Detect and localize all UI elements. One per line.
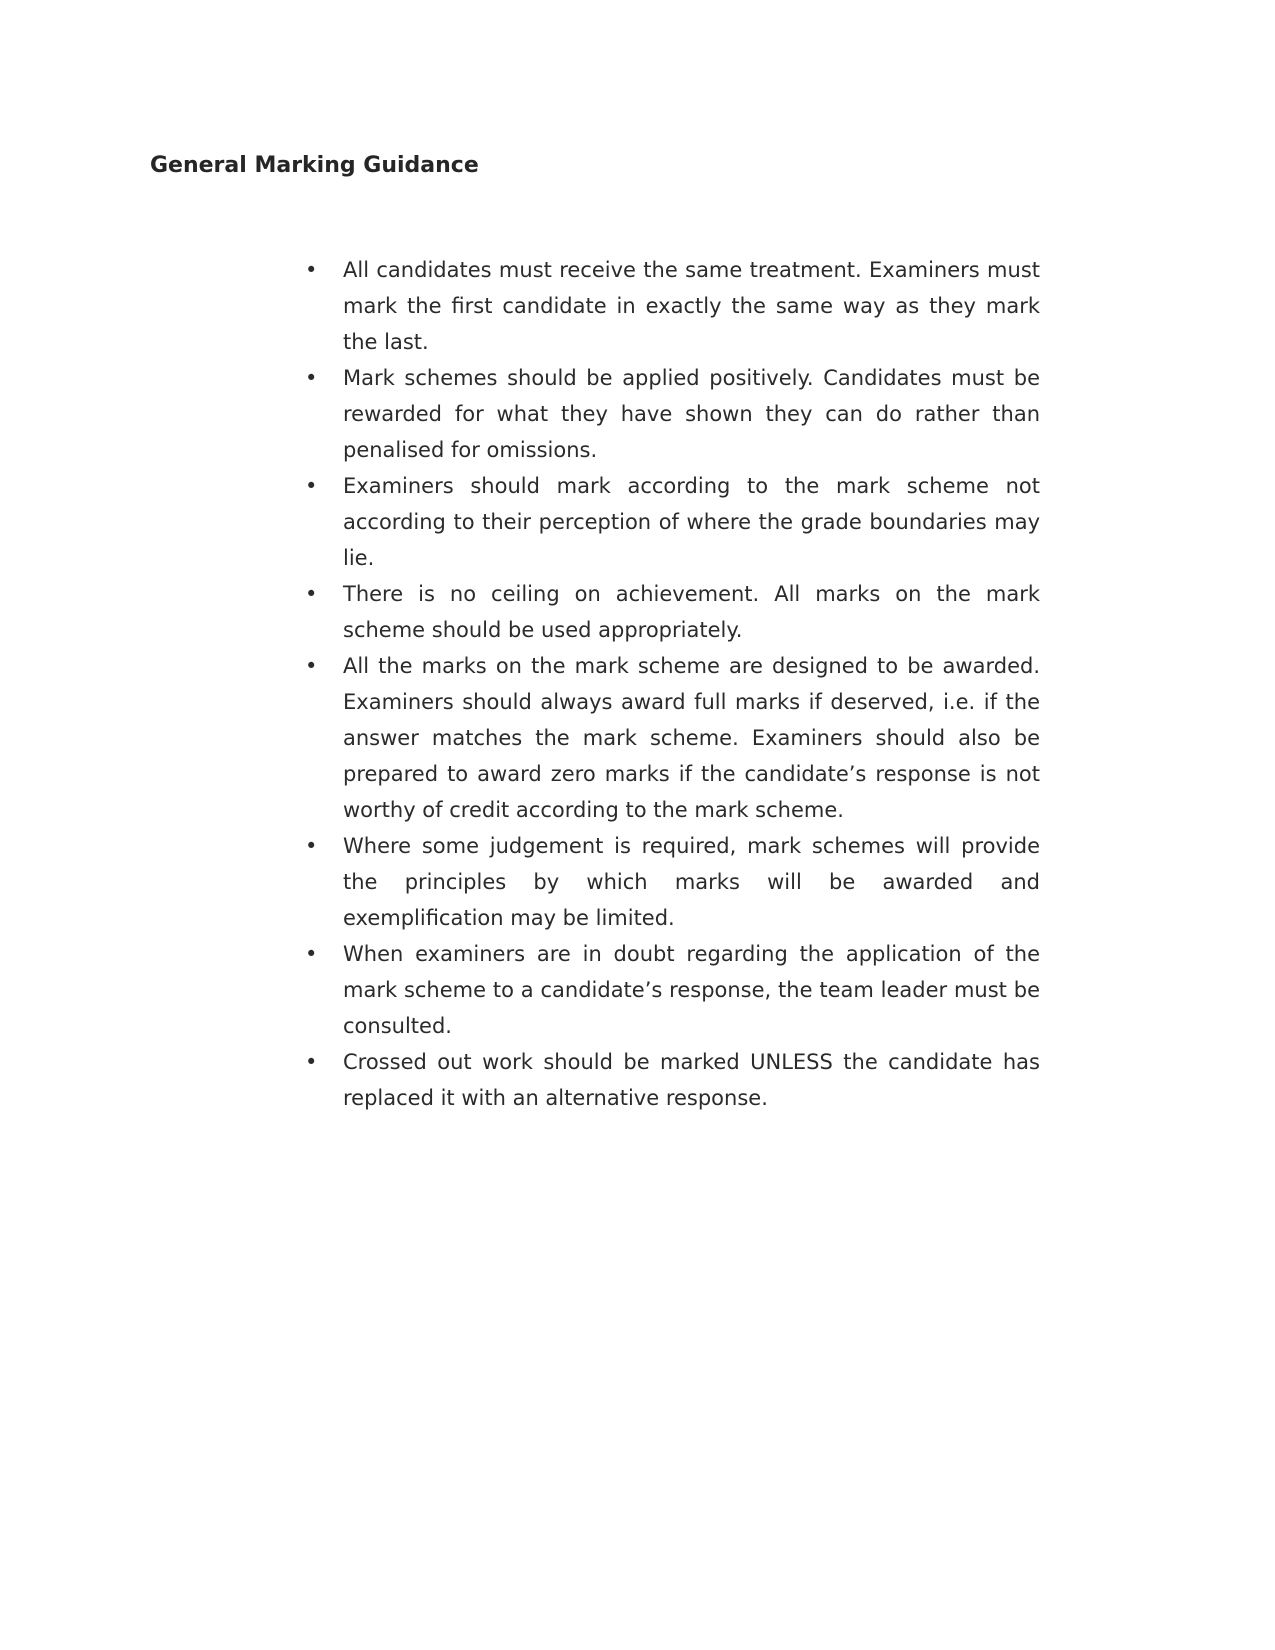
bullet-icon: •	[305, 654, 318, 678]
list-item-text: Mark schemes should be applied positively. Candidates must be rewarded for what they have shown they can do rather than penalised for omissions.	[343, 366, 1040, 462]
list-item-text: All the marks on the mark scheme are designed to be awarded. Examiners should always award full marks if deserved, i.e. if the answer matches the mark scheme. Examiners should also be prepared to award zero marks if the candidate’s response is not worthy of credit according to the mark scheme.	[343, 654, 1040, 822]
list-item-text: Where some judgement is required, mark schemes will provide the principles by which marks will be awarded and exemplification may be limited.	[343, 834, 1040, 930]
list-item	[305, 360, 1040, 468]
list-item	[305, 252, 1040, 360]
list-item-text: Crossed out work should be marked UNLESS the candidate has replaced it with an alternative response.	[343, 1050, 1040, 1110]
page-title: General Marking Guidance	[150, 153, 479, 178]
list-item	[305, 828, 1040, 936]
guidance-list	[305, 252, 1040, 1116]
list-item	[305, 1044, 1040, 1116]
list-item	[305, 468, 1040, 576]
list-item-text: All candidates must receive the same treatment. Examiners must mark the first candidate in exactly the same way as they mark the last.	[343, 258, 1040, 354]
list-item-text: Examiners should mark according to the mark scheme not according to their perception of where the grade boundaries may lie.	[343, 474, 1040, 570]
bullet-icon: •	[305, 942, 318, 966]
bullet-icon: •	[305, 474, 318, 498]
bullet-icon: •	[305, 834, 318, 858]
bullet-icon: •	[305, 582, 318, 606]
list-item	[305, 648, 1040, 828]
bullet-icon: •	[305, 1050, 318, 1074]
list-item	[305, 936, 1040, 1044]
list-item-text: When examiners are in doubt regarding the application of the mark scheme to a candidate’s response, the team leader must be consulted.	[343, 942, 1040, 1038]
bullet-icon: •	[305, 258, 318, 282]
list-item-text: There is no ceiling on achievement. All marks on the mark scheme should be used appropriately.	[343, 582, 1040, 642]
bullet-icon: •	[305, 366, 318, 390]
list-item	[305, 576, 1040, 648]
